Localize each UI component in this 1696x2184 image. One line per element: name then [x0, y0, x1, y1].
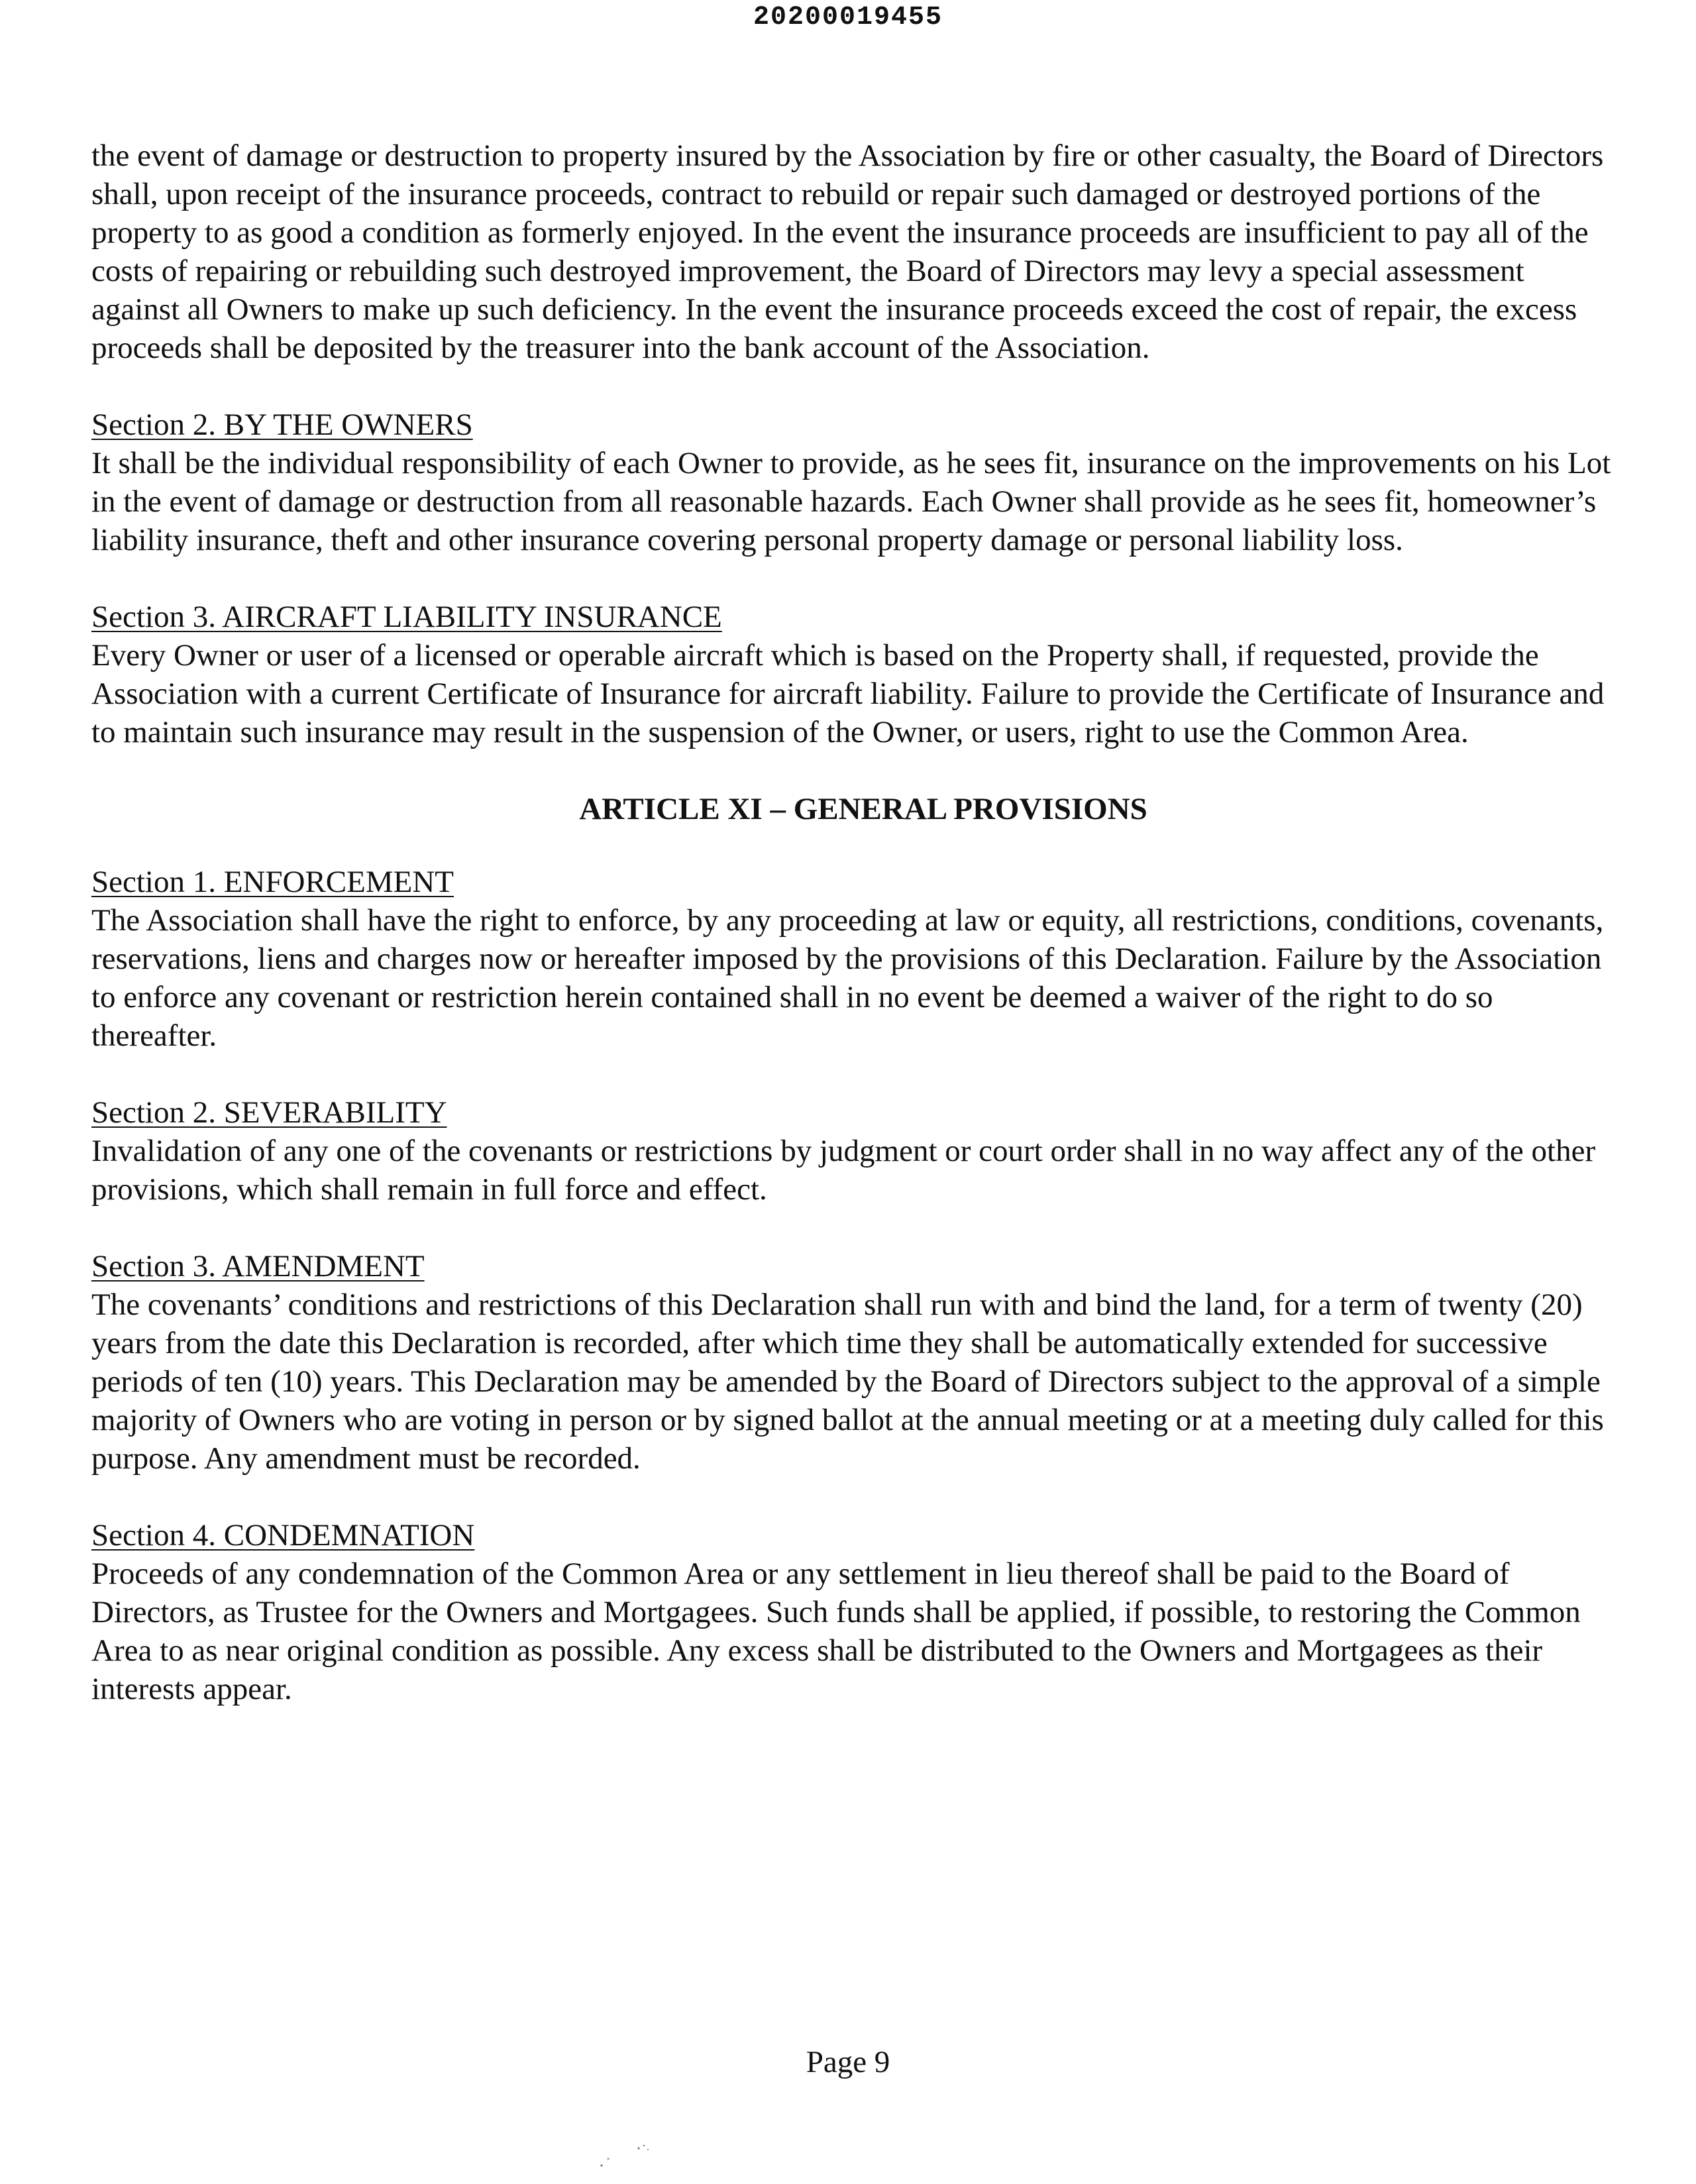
section-body: The Association shall have the right to enforce, by any proceeding at law or equity, all restrictions, conditions, covenants, reservations, liens and charges now or hereafter imposed by the provisions of this Declaration. Failure by the Association to enforce any covenant or restriction herein contained shall in no event be deemed a waiver of the right to do so thereafter. [91, 903, 1604, 1053]
section-enforcement [91, 863, 1615, 1055]
section-severability [91, 1093, 1615, 1209]
page-number: Page 9 [806, 2045, 890, 2079]
section-body: Every Owner or user of a licensed or operable aircraft which is based on the Property shall, if requested, provide the Association with a current Certificate of Insurance for aircraft liability. Failure to provide the Certificate of Insurance and to maintain such insurance may result in the suspension of the Owner, or users, right to use the Common Area. [91, 638, 1605, 749]
section-heading: Section 2. BY THE OWNERS [91, 408, 473, 442]
section-body: Invalidation of any one of the covenants or restrictions by judgment or court order shall in no way affect any of the other provisions, which shall remain in full force and effect. [91, 1134, 1596, 1207]
section-heading: Section 3. AMENDMENT [91, 1249, 425, 1283]
section-condemnation [91, 1516, 1615, 1708]
section-amendment [91, 1247, 1615, 1478]
section-heading: Section 2. SEVERABILITY [91, 1095, 447, 1130]
page-content [91, 136, 1615, 1747]
section-body: Proceeds of any condemnation of the Common Area or any settlement in lieu thereof shall be paid to the Board of Directors, as Trustee for the Owners and Mortgagees. Such funds shall be applied, if possible, to restoring the Common Area to as near original condition as possible. Any excess shall be distributed to the Owners and Mortgagees as their interests appear. [91, 1556, 1581, 1706]
section-heading: Section 1. ENFORCEMENT [91, 865, 454, 899]
section-body: The covenants’ conditions and restrictions of this Declaration shall run with and bind the land, for a term of twenty (20) years from the date this Declaration is recorded, after which time they shall be automatically extended for successive periods of ten (10) years. This Declaration may be amended by the Board of Directors subject to the approval of a simple majority of Owners who are voting in person or by signed ballot at the annual meeting or at a meeting duly called for this purpose. Any amendment must be recorded. [91, 1287, 1604, 1476]
section-by-the-owners [91, 406, 1615, 559]
section-body: It shall be the individual responsibility of each Owner to provide, as he sees fit, insurance on the improvements on his Lot in the event of damage or destruction from all reasonable hazards. Each Owner shall provide as he sees fit, homeowner’s liability insurance, theft and other insurance covering personal property damage or personal liability loss. [91, 446, 1611, 557]
section-heading: Section 3. AIRCRAFT LIABILITY INSURANCE [91, 600, 722, 634]
scan-specks [590, 2139, 669, 2179]
section-heading: Section 4. CONDEMNATION [91, 1518, 475, 1553]
document-number: 20200019455 [753, 3, 943, 32]
article-title: ARTICLE XI – GENERAL PROVISIONS [579, 792, 1147, 826]
intro-paragraph: the event of damage or destruction to property insured by the Association by fire or other casualty, the Board of Directors shall, upon receipt of the insurance proceeds, contract to rebuild or repair such damaged or destroyed portions of the property to as good a condition as formerly enjoyed. In the event the insurance proceeds are insufficient to pay all of the costs of repairing or rebuilding such destroyed improvement, the Board of Directors may levy a special assessment against all Owners to make up such deficiency. In the event the insurance proceeds exceed the cost of repair, the excess proceeds shall be deposited by the treasurer into the bank account of the Association. [91, 138, 1604, 365]
section-aircraft-liability-insurance [91, 598, 1615, 751]
